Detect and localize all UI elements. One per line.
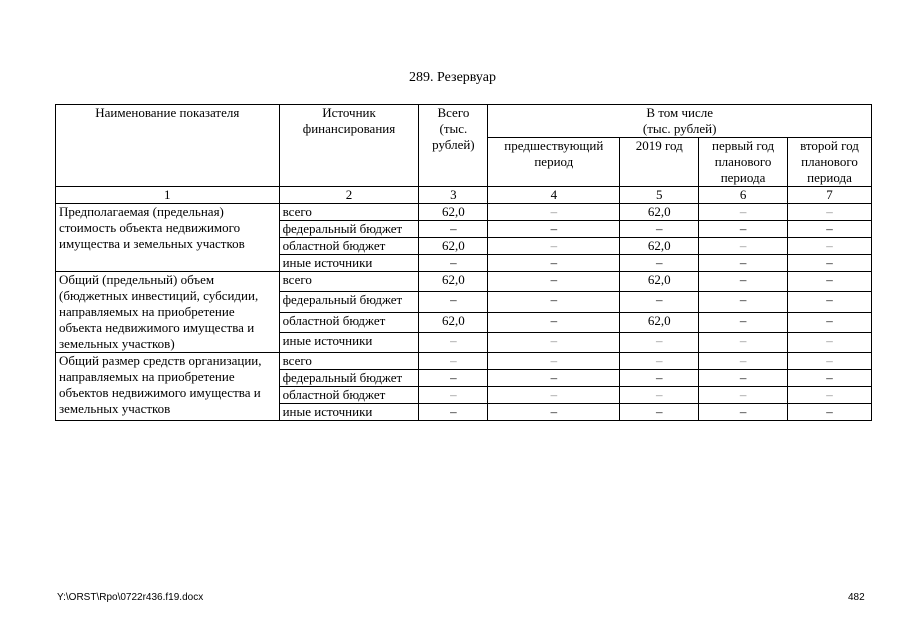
value-plan-2: – <box>788 238 872 255</box>
column-number: 1 <box>56 187 280 204</box>
value-total: 62,0 <box>419 312 488 332</box>
table-row <box>56 353 872 370</box>
value-previous: – <box>488 272 620 292</box>
value-plan-2: – <box>788 272 872 292</box>
header-2019: 2019 год <box>620 138 699 187</box>
value-total: 62,0 <box>419 204 488 221</box>
document-title: 289. Резервуар <box>409 70 496 85</box>
value-plan-1: – <box>699 312 788 332</box>
value-total: – <box>419 292 488 312</box>
value-previous: – <box>488 353 620 370</box>
value-plan-2: – <box>788 332 872 352</box>
value-total: – <box>419 332 488 352</box>
indicator-name: Общий размер средств организации, направляемых на приобретение объектов недвижимого имущества и земельных участков <box>56 353 280 421</box>
funding-source: областной бюджет <box>279 312 419 332</box>
column-number: 4 <box>488 187 620 204</box>
value-plan-2: – <box>788 312 872 332</box>
table-row <box>56 204 872 221</box>
value-2019: – <box>620 370 699 387</box>
value-plan-2: – <box>788 204 872 221</box>
financing-table <box>55 104 872 421</box>
funding-source: областной бюджет <box>279 238 419 255</box>
value-plan-1: – <box>699 404 788 421</box>
value-plan-1: – <box>699 204 788 221</box>
value-2019: 62,0 <box>620 204 699 221</box>
value-plan-1: – <box>699 353 788 370</box>
value-2019: 62,0 <box>620 272 699 292</box>
funding-source: федеральный бюджет <box>279 221 419 238</box>
value-2019: – <box>620 353 699 370</box>
header-previous-period: предшествующий период <box>488 138 620 187</box>
value-total: 62,0 <box>419 238 488 255</box>
funding-source: федеральный бюджет <box>279 370 419 387</box>
header-total: Всего (тыс. рублей) <box>419 105 488 187</box>
value-plan-2: – <box>788 387 872 404</box>
header-in-total <box>488 105 872 138</box>
value-total: – <box>419 255 488 272</box>
column-number: 6 <box>699 187 788 204</box>
value-previous: – <box>488 312 620 332</box>
header-row-1 <box>56 105 872 138</box>
header-in-total-label: В том числе <box>646 105 714 120</box>
funding-source: всего <box>279 204 419 221</box>
value-2019: – <box>620 332 699 352</box>
value-plan-2: – <box>788 221 872 238</box>
value-plan-1: – <box>699 238 788 255</box>
value-previous: – <box>488 238 620 255</box>
footer-page-number: 482 <box>848 592 865 603</box>
value-plan-1: – <box>699 221 788 238</box>
value-total: – <box>419 404 488 421</box>
value-plan-1: – <box>699 370 788 387</box>
value-plan-1: – <box>699 332 788 352</box>
funding-source: иные источники <box>279 404 419 421</box>
value-total: – <box>419 353 488 370</box>
value-plan-2: – <box>788 292 872 312</box>
value-plan-2: – <box>788 353 872 370</box>
value-total: 62,0 <box>419 272 488 292</box>
indicator-name: Общий (предельный) объем (бюджетных инвестиций, субсидии, направляемых на приобретение объекта недвижимого имущества и земельных участков) <box>56 272 280 353</box>
header-indicator-name: Наименование показателя <box>56 105 280 187</box>
funding-source: федеральный бюджет <box>279 292 419 312</box>
funding-source: иные источники <box>279 332 419 352</box>
indicator-name: Предполагаемая (предельная) стоимость объекта недвижимого имущества и земельных участков <box>56 204 280 272</box>
value-plan-2: – <box>788 255 872 272</box>
header-numbers-row <box>56 187 872 204</box>
value-2019: – <box>620 404 699 421</box>
column-number: 3 <box>419 187 488 204</box>
header-second-planning-year: второй год планового периода <box>788 138 872 187</box>
funding-source: всего <box>279 272 419 292</box>
column-number: 2 <box>279 187 419 204</box>
column-number: 5 <box>620 187 699 204</box>
header-first-planning-year: первый год планового периода <box>699 138 788 187</box>
funding-source: областной бюджет <box>279 387 419 404</box>
value-2019: 62,0 <box>620 238 699 255</box>
value-2019: – <box>620 387 699 404</box>
value-previous: – <box>488 204 620 221</box>
value-2019: – <box>620 292 699 312</box>
value-plan-1: – <box>699 387 788 404</box>
value-total: – <box>419 221 488 238</box>
value-total: – <box>419 387 488 404</box>
value-plan-1: – <box>699 292 788 312</box>
value-plan-1: – <box>699 255 788 272</box>
table-row <box>56 272 872 292</box>
value-previous: – <box>488 292 620 312</box>
value-previous: – <box>488 370 620 387</box>
header-in-total-unit: (тыс. рублей) <box>642 121 717 136</box>
value-2019: 62,0 <box>620 312 699 332</box>
value-total: – <box>419 370 488 387</box>
funding-source: иные источники <box>279 255 419 272</box>
value-plan-2: – <box>788 404 872 421</box>
value-plan-2: – <box>788 370 872 387</box>
footer-file-path: Y:\ORST\Rpo\0722r436.f19.docx <box>57 592 204 603</box>
value-previous: – <box>488 221 620 238</box>
column-number: 7 <box>788 187 872 204</box>
value-previous: – <box>488 332 620 352</box>
value-previous: – <box>488 255 620 272</box>
funding-source: всего <box>279 353 419 370</box>
value-2019: – <box>620 221 699 238</box>
value-plan-1: – <box>699 272 788 292</box>
header-funding-source: Источник финансирования <box>279 105 419 187</box>
value-2019: – <box>620 255 699 272</box>
value-previous: – <box>488 404 620 421</box>
value-previous: – <box>488 387 620 404</box>
